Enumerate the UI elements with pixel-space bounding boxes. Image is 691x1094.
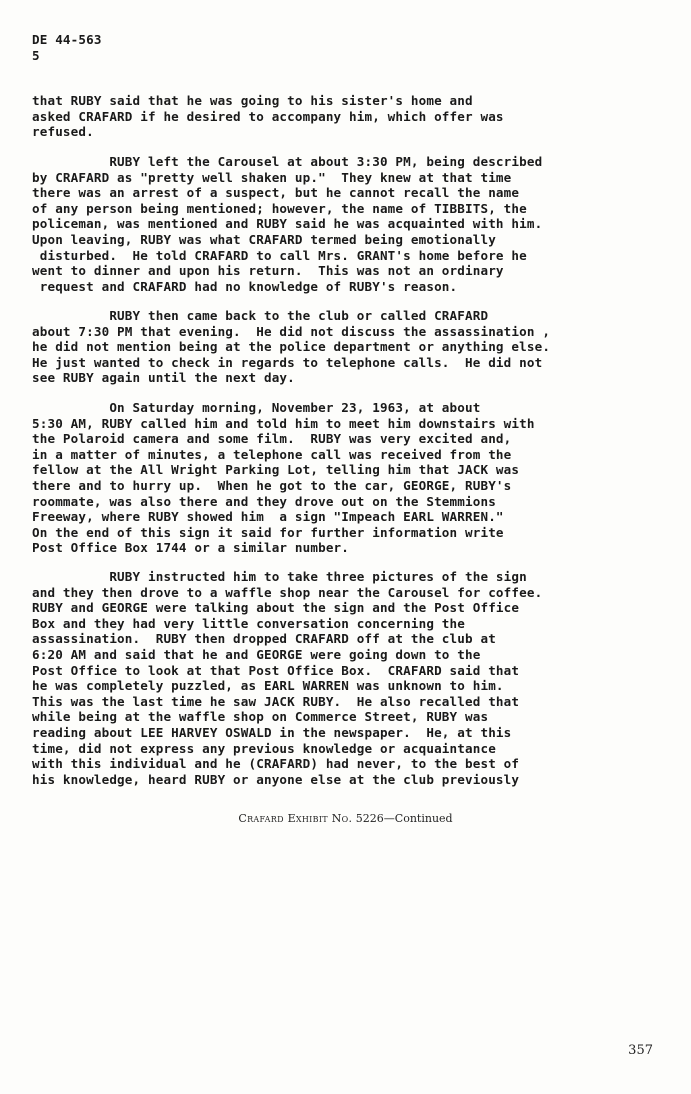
- exhibit-number: 5226: [355, 812, 384, 825]
- exhibit-label: Crafard Exhibit No.: [238, 812, 353, 825]
- text-line: that RUBY said that he was going to his sister's home and: [32, 93, 473, 108]
- page-number: 357: [628, 1043, 653, 1058]
- paragraph-3: [32, 308, 662, 386]
- text-line: fellow at the All Wright Parking Lot, telling him that JACK was: [32, 462, 520, 478]
- text-line: RUBY and GEORGE were talking about the sign and the Post Office: [32, 600, 520, 616]
- text-line: asked CRAFARD if he desired to accompany him, which offer was: [32, 108, 504, 124]
- text-line: Upon leaving, RUBY was what CRAFARD termed being emotionally: [32, 231, 496, 247]
- text-line: request and CRAFARD had no knowledge of RUBY's reason.: [32, 278, 458, 294]
- text-line: Box and they had very little conversation concerning the: [32, 615, 465, 631]
- exhibit-caption: [0, 812, 691, 825]
- paragraph-2: [32, 154, 662, 294]
- file-number: DE 44-563: [32, 32, 102, 47]
- text-line: RUBY then came back to the club or called CRAFARD: [32, 308, 489, 323]
- text-line: refused.: [32, 124, 94, 140]
- exhibit-suffix: —Continued: [383, 812, 453, 825]
- text-line: there was an arrest of a suspect, but he cannot recall the name: [32, 185, 520, 201]
- text-line: the Polaroid camera and some film. RUBY was very excited and,: [32, 431, 512, 447]
- text-line: by CRAFARD as "pretty well shaken up." They knew at that time: [32, 169, 512, 185]
- text-line: and they then drove to a waffle shop near the Carousel for coffee.: [32, 584, 543, 600]
- text-line: reading about LEE HARVEY OSWALD in the newspaper. He, at this: [32, 724, 512, 740]
- file-header: [32, 32, 102, 64]
- text-line: 6:20 AM and said that he and GEORGE were going down to the: [32, 646, 481, 662]
- text-line: his knowledge, heard RUBY or anyone else at the club previously: [32, 771, 520, 787]
- text-line: policeman, was mentioned and RUBY said he was acquainted with him.: [32, 216, 543, 232]
- text-line: with this individual and he (CRAFARD) had never, to the best of: [32, 756, 520, 772]
- text-line: He just wanted to check in regards to telephone calls. He did not: [32, 354, 543, 370]
- text-line: there and to hurry up. When he got to the car, GEORGE, RUBY's: [32, 477, 512, 493]
- text-line: RUBY left the Carousel at about 3:30 PM, being described: [32, 154, 543, 169]
- text-line: Freeway, where RUBY showed him a sign "Impeach EARL WARREN.": [32, 509, 504, 525]
- text-line: On the end of this sign it said for further information write: [32, 524, 504, 540]
- text-line: went to dinner and upon his return. This was not an ordinary: [32, 263, 504, 279]
- text-line: assassination. RUBY then dropped CRAFARD off at the club at: [32, 631, 496, 647]
- page-index: 5: [32, 48, 40, 63]
- text-line: of any person being mentioned; however, the name of TIBBITS, the: [32, 200, 527, 216]
- text-line: he was completely puzzled, as EARL WARREN was unknown to him.: [32, 678, 504, 694]
- paragraph-4: [32, 400, 662, 556]
- text-line: about 7:30 PM that evening. He did not discuss the assassination ,: [32, 323, 551, 339]
- text-line: Post Office to look at that Post Office Box. CRAFARD said that: [32, 662, 520, 678]
- text-line: 5:30 AM, RUBY called him and told him to meet him downstairs with: [32, 415, 535, 431]
- text-line: while being at the waffle shop on Commerce Street, RUBY was: [32, 709, 489, 725]
- text-line: roommate, was also there and they drove out on the Stemmions: [32, 493, 496, 509]
- text-line: disturbed. He told CRAFARD to call Mrs. GRANT's home before he: [32, 247, 527, 263]
- paragraph-5: [32, 569, 662, 787]
- text-line: in a matter of minutes, a telephone call was received from the: [32, 446, 512, 462]
- text-line: On Saturday morning, November 23, 1963, at about: [32, 400, 481, 415]
- text-line: he did not mention being at the police department or anything else.: [32, 339, 551, 355]
- text-line: time, did not express any previous knowledge or acquaintance: [32, 740, 496, 756]
- text-line: RUBY instructed him to take three pictures of the sign: [32, 569, 527, 584]
- paragraph-1: [32, 93, 662, 140]
- text-line: see RUBY again until the next day.: [32, 370, 295, 386]
- text-line: Post Office Box 1744 or a similar number.: [32, 540, 350, 556]
- text-line: This was the last time he saw JACK RUBY. He also recalled that: [32, 693, 520, 709]
